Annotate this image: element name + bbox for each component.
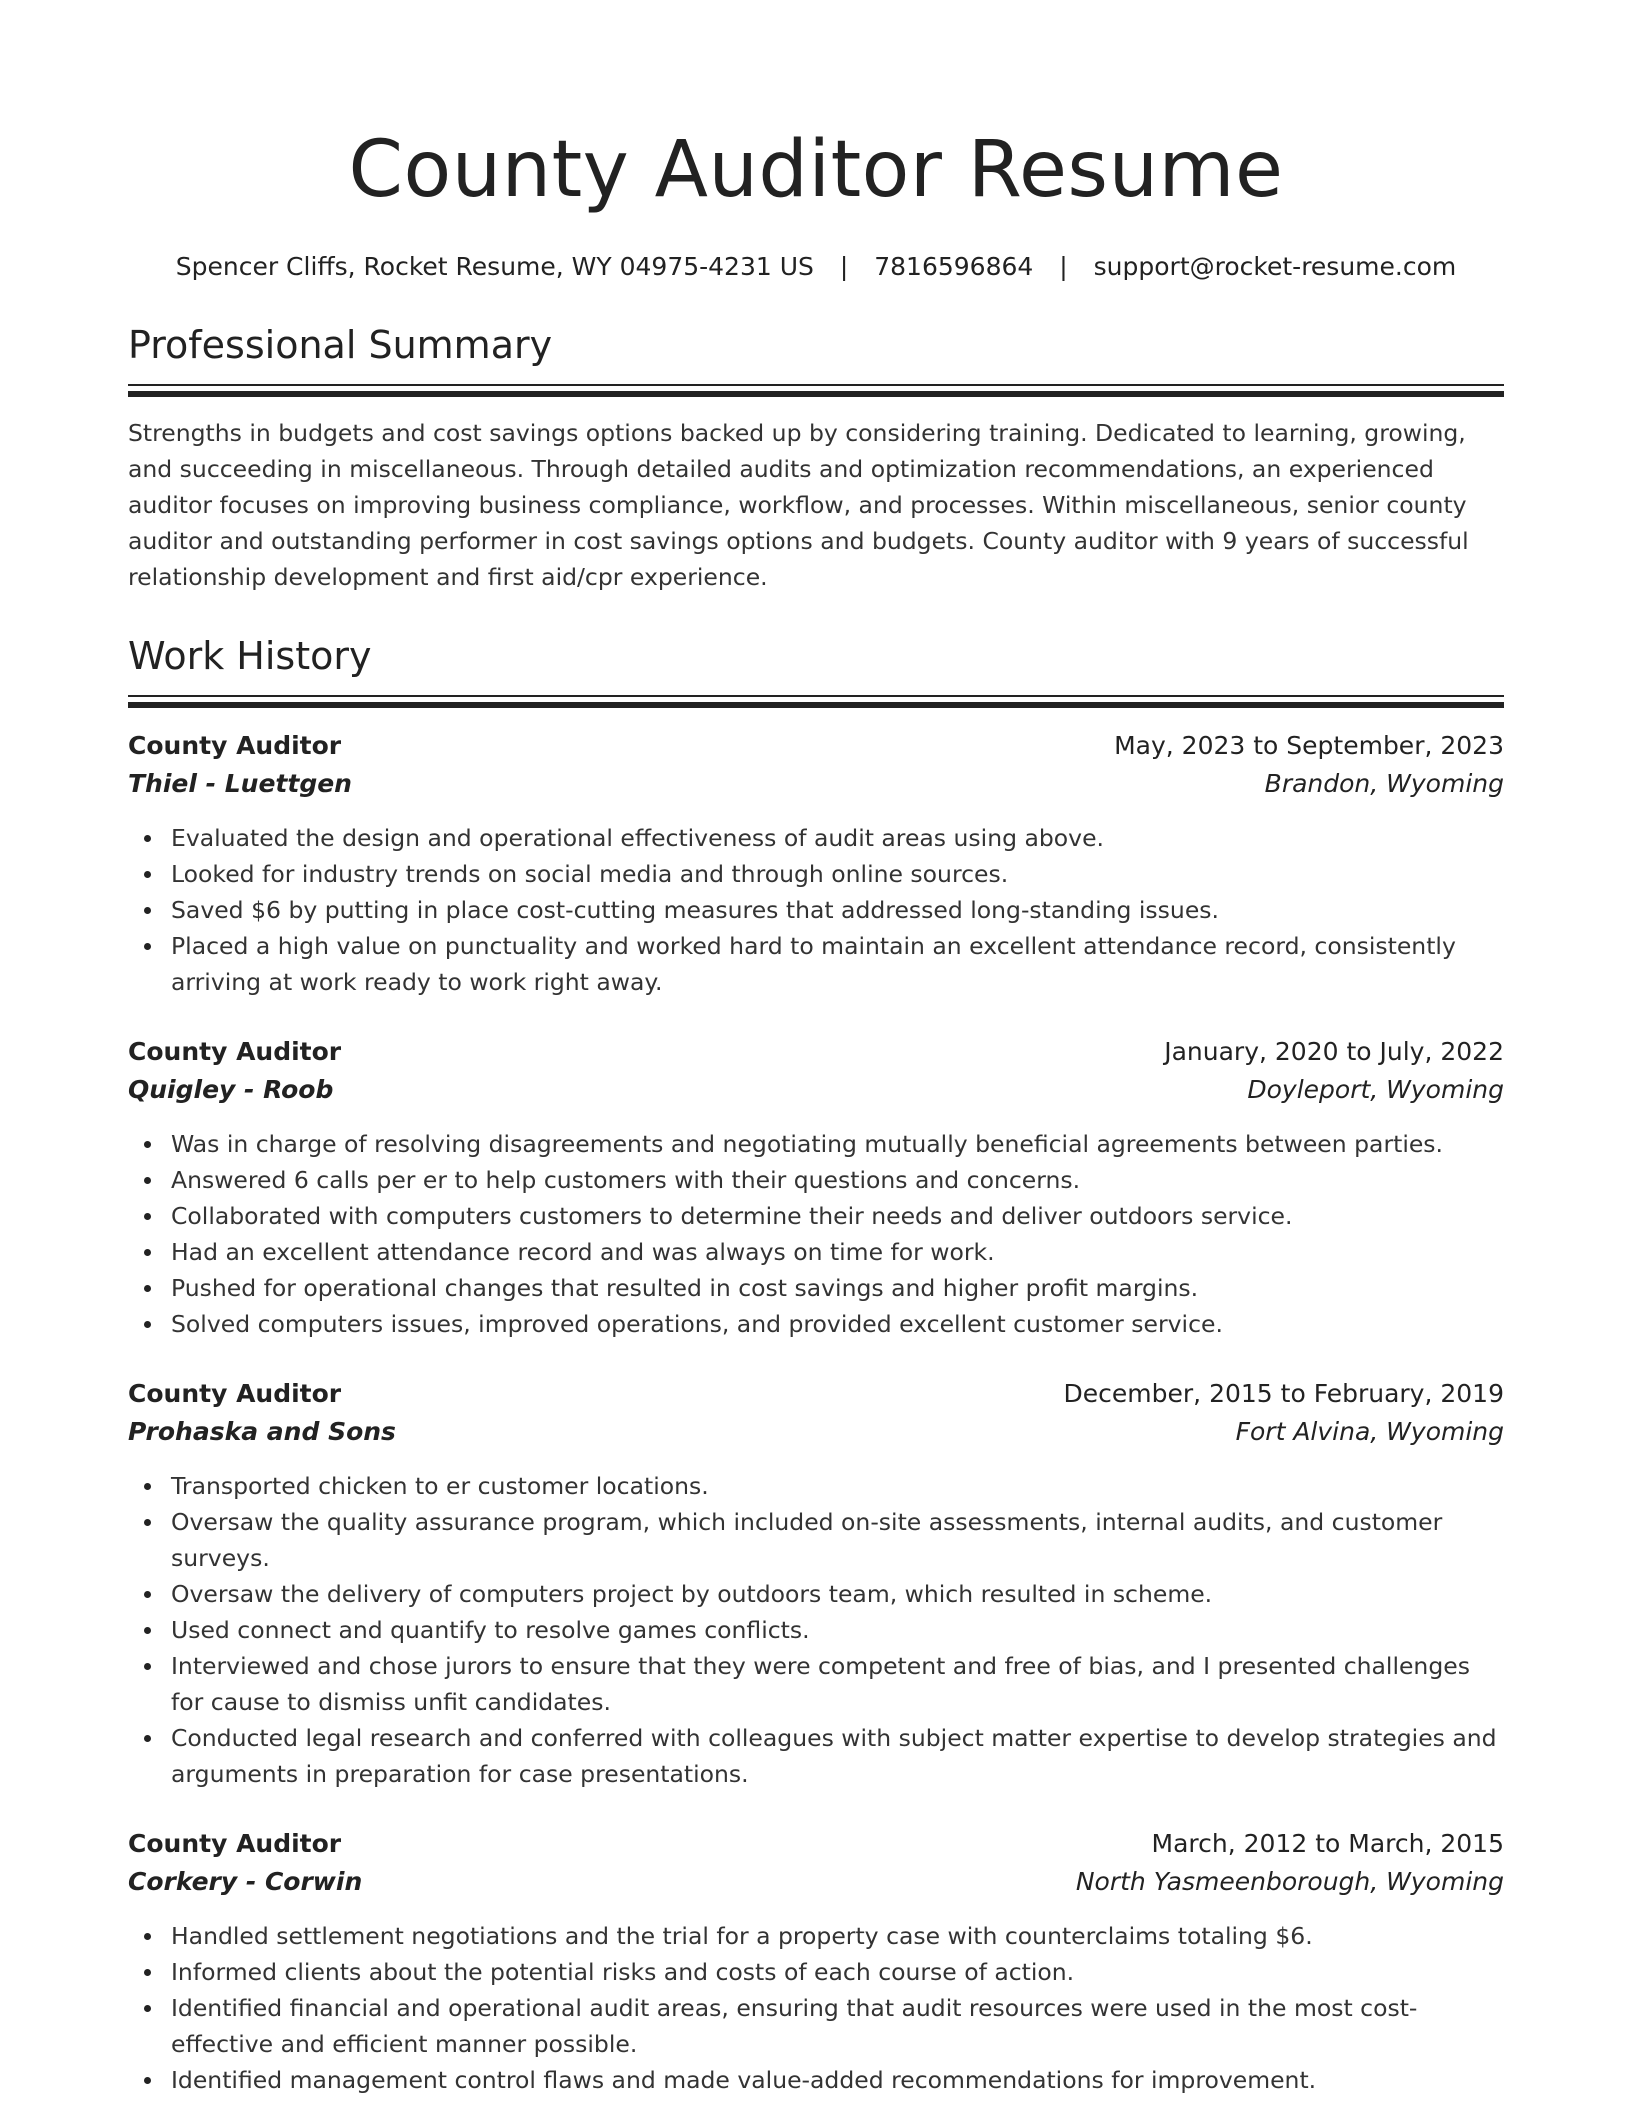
job-company: Quigley - Roob [128, 1075, 334, 1104]
job-bullet: Conducted legal research and conferred with colleagues with subject matter expertise to develop strategies and arguments in preparation for case presentations. [128, 1720, 1504, 1792]
job-bullet: Identified management control flaws and made value-added recommendations for improvement. [128, 2062, 1504, 2098]
job-company: Prohaska and Sons [128, 1417, 396, 1446]
job-entry [128, 1826, 1504, 2098]
job-dates: March, 2012 to March, 2015 [1151, 1829, 1504, 1858]
job-entry [128, 728, 1504, 1000]
contact-separator: | [1059, 252, 1068, 281]
job-dates: January, 2020 to July, 2022 [1164, 1037, 1504, 1066]
section-heading: Work History [128, 634, 372, 678]
job-title: County Auditor [128, 1037, 342, 1066]
job-bullet: Interviewed and chose jurors to ensure that they were competent and free of bias, and I presented challenges for cause to dismiss unfit candidates. [128, 1648, 1504, 1720]
job-bullet: Transported chicken to er customer locations. [128, 1468, 1504, 1504]
job-bullets [128, 820, 1504, 1000]
job-bullet: Looked for industry trends on social media and through online sources. [128, 856, 1504, 892]
job-bullet: Informed clients about the potential risks and costs of each course of action. [128, 1954, 1504, 1990]
section-heading: Professional Summary [128, 323, 553, 367]
job-bullet: Pushed for operational changes that resulted in cost savings and higher profit margins. [128, 1270, 1504, 1306]
job-bullet: Placed a high value on punctuality and worked hard to maintain an excellent attendance record, consistently arriving at work ready to work right away. [128, 928, 1504, 1000]
job-entry [128, 1376, 1504, 1792]
job-location: North Yasmeenborough, Wyoming [1075, 1867, 1504, 1896]
contact-email: support@rocket-resume.com [1093, 252, 1457, 281]
job-dates: December, 2015 to February, 2019 [1063, 1379, 1504, 1408]
job-entry [128, 1034, 1504, 1342]
job-title: County Auditor [128, 1379, 342, 1408]
job-dates: May, 2023 to September, 2023 [1114, 731, 1504, 760]
professional-summary-section [128, 320, 1504, 595]
job-company: Thiel - Luettgen [128, 769, 352, 798]
job-bullet: Used connect and quantify to resolve games conflicts. [128, 1612, 1504, 1648]
job-title: County Auditor [128, 1829, 342, 1858]
job-company: Corkery - Corwin [128, 1867, 363, 1896]
job-location: Fort Alvina, Wyoming [1235, 1417, 1504, 1446]
job-bullet: Oversaw the quality assurance program, which included on-site assessments, internal audits, and customer surveys. [128, 1504, 1504, 1576]
job-bullet: Solved computers issues, improved operations, and provided excellent customer service. [128, 1306, 1504, 1342]
job-bullet: Handled settlement negotiations and the trial for a property case with counterclaims totaling $6. [128, 1918, 1504, 1954]
contact-address: Spencer Cliffs, Rocket Resume, WY 04975-4231 US [175, 252, 814, 281]
job-bullet: Collaborated with computers customers to determine their needs and deliver outdoors service. [128, 1198, 1504, 1234]
contact-line [128, 250, 1504, 284]
job-bullets [128, 1468, 1504, 1792]
contact-phone: 7816596864 [874, 252, 1034, 281]
section-divider [128, 384, 1504, 391]
job-location: Doyleport, Wyoming [1247, 1075, 1504, 1104]
job-bullet: Identified financial and operational audit areas, ensuring that audit resources were used in the most cost-effective and efficient manner possible. [128, 1990, 1504, 2062]
job-bullet: Had an excellent attendance record and was always on time for work. [128, 1234, 1504, 1270]
summary-text: Strengths in budgets and cost savings options backed up by considering training. Dedicated to learning, growing, and succeeding in miscellaneous. Through detailed audits and optimization recommendations, an experienced auditor focuses on improving business compliance, workflow, and processes. Within miscellaneous, senior county auditor and outstanding performer in cost savings options and budgets. County auditor with 9 years of successful relationship development and first aid/cpr experience. [128, 419, 1469, 591]
job-bullet: Was in charge of resolving disagreements and negotiating mutually beneficial agreements between parties. [128, 1126, 1504, 1162]
job-bullet: Evaluated the design and operational effectiveness of audit areas using above. [128, 820, 1504, 856]
section-divider [128, 695, 1504, 702]
contact-separator: | [839, 252, 849, 281]
job-bullet: Oversaw the delivery of computers project by outdoors team, which resulted in scheme. [128, 1576, 1504, 1612]
job-title: County Auditor [128, 731, 342, 760]
job-bullets [128, 1918, 1504, 2098]
job-location: Brandon, Wyoming [1264, 769, 1504, 798]
job-bullet: Answered 6 calls per er to help customers with their questions and concerns. [128, 1162, 1504, 1198]
work-history-section [128, 631, 1504, 2098]
job-bullet: Saved $6 by putting in place cost-cutting measures that addressed long-standing issues. [128, 892, 1504, 928]
job-bullets [128, 1126, 1504, 1342]
resume-title: County Auditor Resume [348, 125, 1284, 215]
